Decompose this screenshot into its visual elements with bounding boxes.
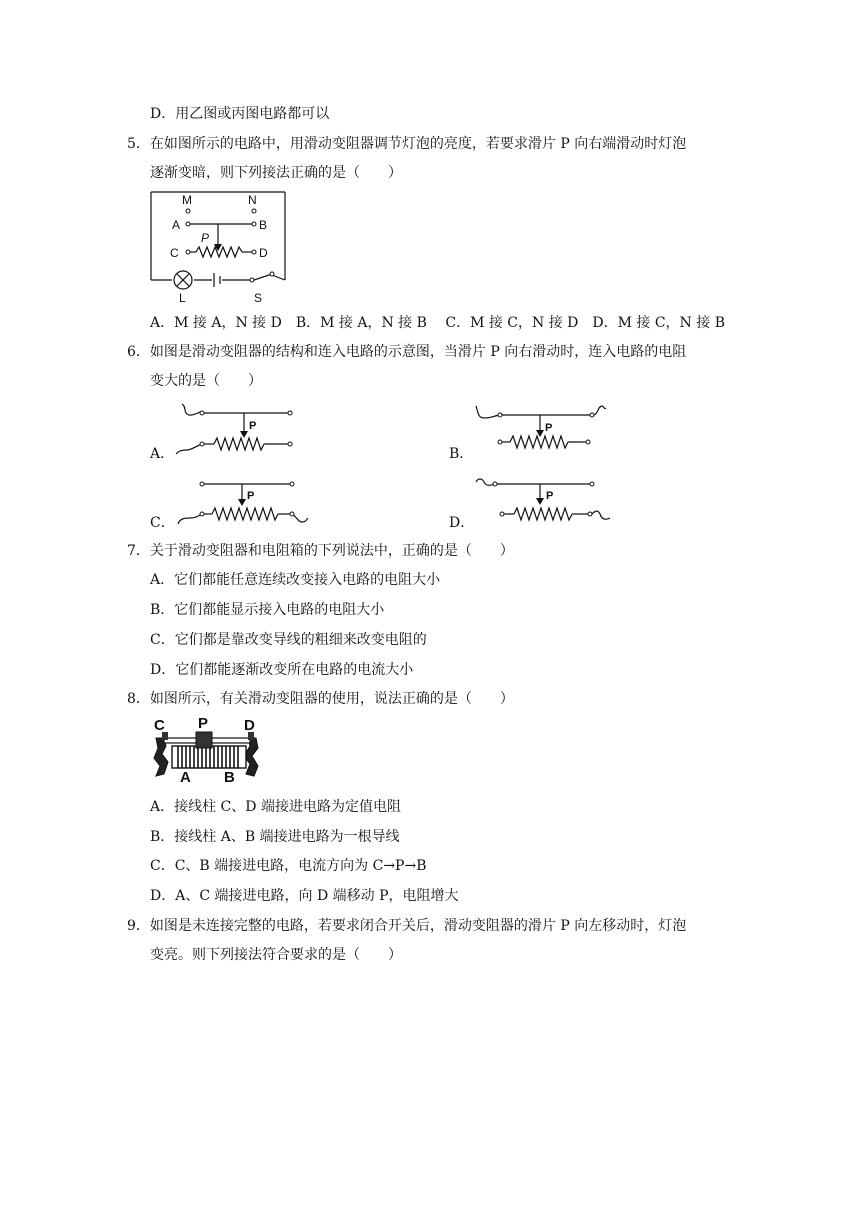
q9-stem-line2: 变亮。则下列接法符合要求的是（ ） bbox=[150, 947, 402, 963]
q5-label-d: D bbox=[259, 246, 268, 260]
q8-option-a: A．接线柱 C、D 端接进电路为定值电阻 bbox=[150, 799, 401, 815]
q6-figure-a bbox=[172, 398, 302, 460]
q5-stem-line2: 逐渐变暗，则下列接法正确的是（ ） bbox=[150, 165, 402, 181]
q5-label-p: P bbox=[201, 231, 210, 245]
q6-stem-line1: 6．如图是滑动变阻器的结构和连入电路的示意图，当滑片 P 向右滑动时，连入电路的电阻 bbox=[127, 344, 687, 360]
q8-stem: 8．如图所示，有关滑动变阻器的使用，说法正确的是（ ） bbox=[127, 691, 514, 707]
q5-label-s: S bbox=[254, 291, 263, 305]
q5-stem-line1: 5．在如图所示的电路中，用滑动变阻器调节灯泡的亮度，若要求滑片 P 向右端滑动时灯泡 bbox=[127, 136, 687, 152]
q8-label-d: D bbox=[244, 717, 255, 734]
q5-label-n: N bbox=[248, 193, 257, 207]
q6-c-slider-label: P bbox=[247, 490, 255, 502]
q6-label-b: B． bbox=[449, 446, 474, 462]
q7-option-c: C．它们都是靠改变导线的粗细来改变电阻的 bbox=[150, 632, 427, 648]
q8-rheostat-figure bbox=[148, 714, 268, 786]
q4-option-d: D．用乙图或丙图电路都可以 bbox=[150, 106, 330, 122]
q6-label-c: C． bbox=[150, 515, 175, 531]
q6-label-d: D． bbox=[449, 515, 475, 531]
q6-figure-d bbox=[470, 470, 614, 530]
q8-label-b: B bbox=[224, 769, 235, 786]
q6-stem-line2: 变大的是（ ） bbox=[150, 373, 262, 389]
q9-stem-line1: 9．如图是未连接完整的电路，若要求闭合开关后，滑动变阻器的滑片 P 向左移动时，灯泡 bbox=[127, 918, 687, 934]
q5-label-c: C bbox=[170, 246, 179, 260]
q7-option-b: B．它们都能显示接入电路的电阻大小 bbox=[150, 602, 385, 618]
q8-option-c: C．C、B 端接进电路，电流方向为 C→P→B bbox=[150, 858, 427, 874]
q8-label-a: A bbox=[180, 769, 191, 786]
q6-figure-c bbox=[172, 470, 312, 530]
q6-figure-b bbox=[470, 398, 610, 460]
q5-label-m: M bbox=[182, 193, 192, 207]
q8-label-c: C bbox=[154, 717, 165, 734]
q5-label-l: L bbox=[179, 291, 186, 305]
q5-circuit-figure bbox=[148, 190, 290, 306]
q8-option-d: D．A、C 端接进电路，向 D 端移动 P，电阻增大 bbox=[150, 888, 459, 904]
q5-label-a: A bbox=[172, 218, 181, 232]
q8-option-b: B．接线柱 A、B 端接进电路为一根导线 bbox=[150, 829, 400, 845]
q6-a-slider-label: P bbox=[249, 420, 257, 432]
q8-label-p: P bbox=[198, 715, 209, 732]
q7-stem: 7．关于滑动变阻器和电阻箱的下列说法中，正确的是（ ） bbox=[127, 543, 514, 559]
q7-option-a: A．它们都能任意连续改变接入电路的电阻大小 bbox=[150, 572, 441, 588]
q6-b-slider-label: P bbox=[545, 422, 553, 434]
q6-label-a: A． bbox=[150, 446, 175, 462]
q5-label-b: B bbox=[259, 218, 268, 232]
q5-options: A．M 接 A，N 接 D B．M 接 A，N 接 B C．M 接 C，N 接 D D．M 接 C，N 接 B bbox=[150, 315, 725, 331]
q6-d-slider-label: P bbox=[546, 490, 554, 502]
q7-option-d: D．它们都能逐渐改变所在电路的电流大小 bbox=[150, 662, 414, 678]
